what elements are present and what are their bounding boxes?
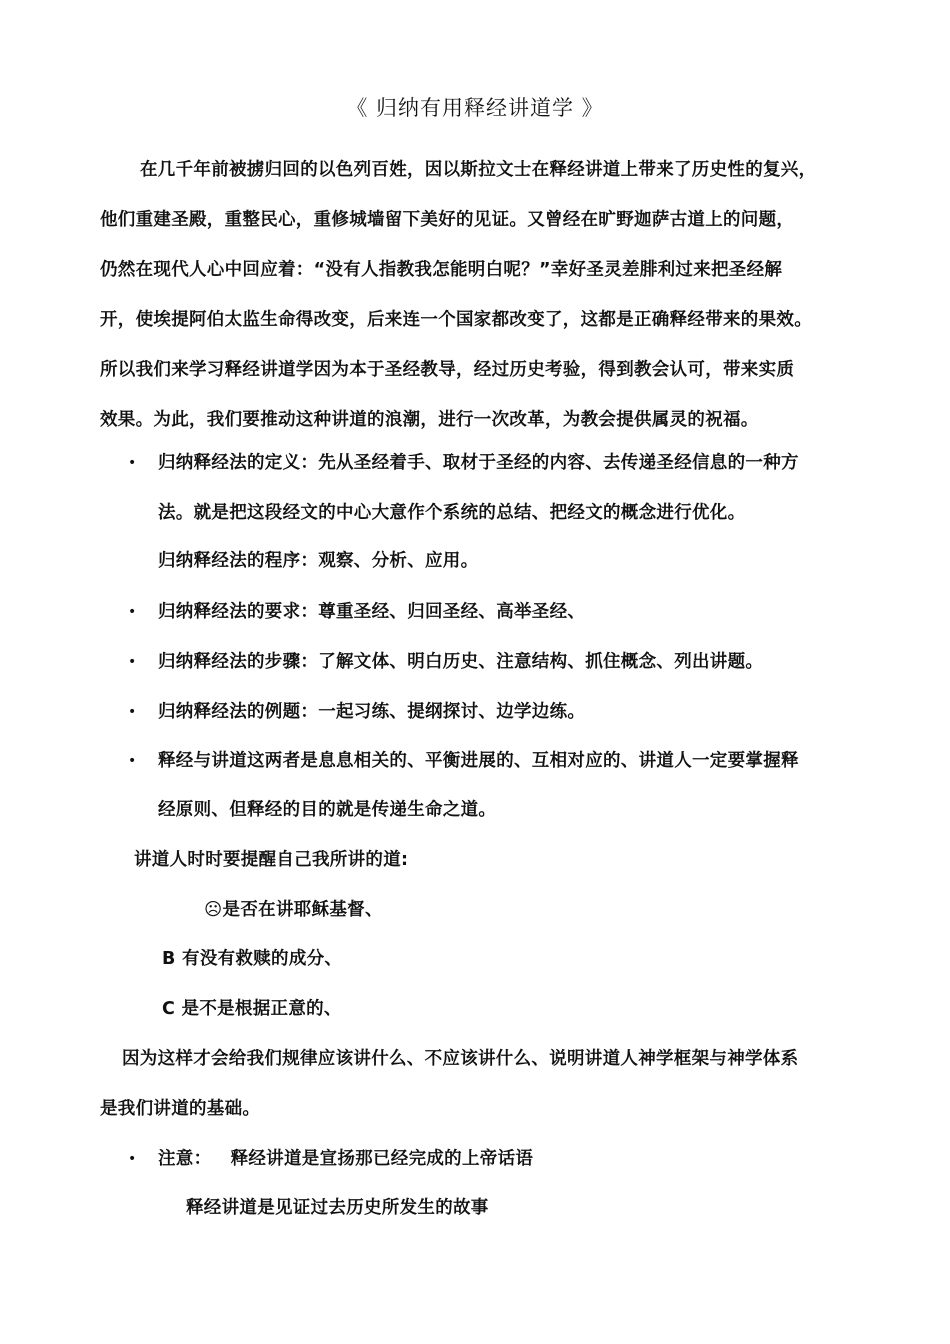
bullet-marker: • [128, 455, 137, 471]
closing-line: 是我们讲道的基础。 [100, 1099, 261, 1119]
relation-line: 经原则、但释经的目的就是传递生命之道。 [158, 800, 497, 820]
procedure-line: 归纳释经法的程序：观察、分析、应用。 [158, 551, 479, 571]
requirement-line: 归纳释经法的要求：尊重圣经、归回圣经、高举圣经、 [158, 602, 586, 622]
intro-line: 开，使埃提阿伯太监生命得改变，后来连一个国家都改变了，这都是正确释经带来的果效。 [100, 310, 812, 330]
reminder-heading: 讲道人时时要提醒自己我所讲的道: [134, 850, 409, 870]
bullet-marker: • [128, 654, 137, 670]
bullet-marker: • [128, 704, 137, 720]
intro-paragraph [100, 145, 862, 445]
intro-line: 仍然在现代人心中回应着：“没有人指教我怎能明白呢？”幸好圣灵差腓利过来把圣经解 [100, 260, 783, 280]
closing-line: 因为这样才会给我们规律应该讲什么、不应该讲什么、说明讲道人神学框架与神学体系 [122, 1049, 799, 1069]
steps-line: 归纳释经法的步骤：了解文体、明白历史、注意结构、抓住概念、列出讲题。 [158, 652, 764, 672]
examples-line: 归纳释经法的例题：一起习练、提纲探讨、边学边练。 [158, 702, 586, 722]
document-title: 《 归纳有用释经讲道学 》 [346, 96, 604, 120]
note-line: 注意： 释经讲道是宣扬那已经完成的上帝话语 [158, 1149, 534, 1169]
intro-line: 他们重建圣殿，重整民心，重修城墙留下美好的见证。又曾经在旷野迦萨古道上的问题， [100, 210, 795, 230]
reminder-item: ☹是否在讲耶稣基督、 [204, 900, 383, 920]
bullet-marker: • [128, 604, 137, 620]
definition-line: 归纳释经法的定义：先从圣经着手、取材于圣经的内容、去传递圣经信息的一种方 [158, 453, 799, 473]
relation-line: 释经与讲道这两者是息息相关的、平衡进展的、互相对应的、讲道人一定要掌握释 [158, 751, 799, 771]
bullet-marker: • [128, 753, 137, 769]
reminder-item: B 有没有救赎的成分、 [162, 949, 343, 969]
note-line: 释经讲道是见证过去历史所发生的故事 [186, 1198, 489, 1218]
reminder-item: C 是不是根据正意的、 [162, 999, 342, 1019]
bullet-marker: • [128, 1151, 137, 1167]
intro-line: 所以我们来学习释经讲道学因为本于圣经教导，经过历史考验，得到教会认可，带来实质 [100, 360, 795, 380]
definition-line: 法。就是把这段经文的中心大意作个系统的总结、把经文的概念进行优化。 [158, 503, 746, 523]
intro-line: 在几千年前被掳归回的以色列百姓，因以斯拉文士在释经讲道上带来了历史性的复兴， [140, 160, 817, 180]
intro-line: 效果。为此，我们要推动这种讲道的浪潮，进行一次改革，为教会提供属灵的祝福。 [100, 410, 759, 430]
